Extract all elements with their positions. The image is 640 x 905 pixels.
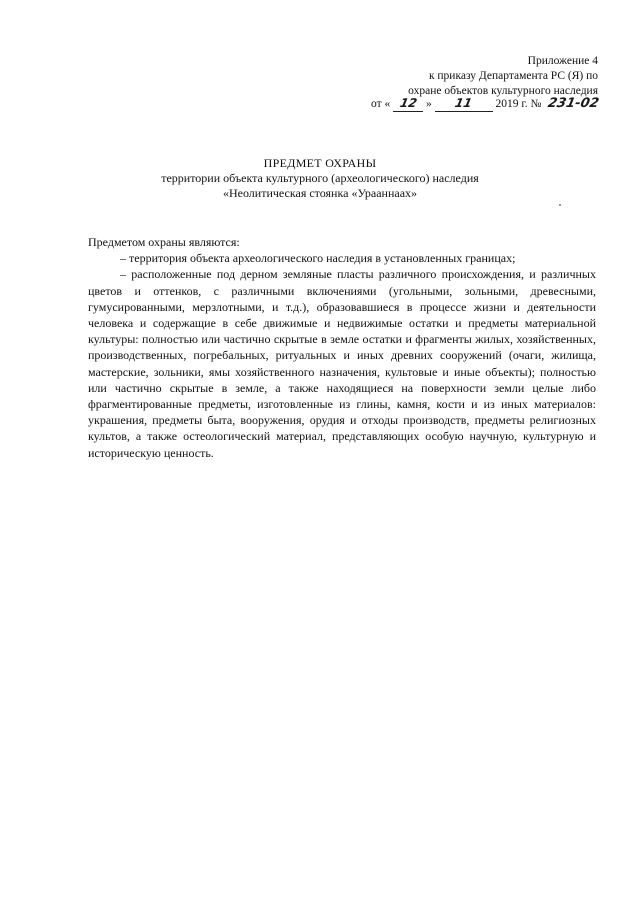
order-year-number-label: 2019 г. №: [495, 98, 542, 110]
document-subtitle: территории объекта культурного (археологического) наследия: [161, 171, 479, 185]
appendix-order-reference: к приказу Департамента РС (Я) по: [428, 70, 598, 82]
body-item-territory: – территория объекта археологического наследия в установленных границах;: [120, 251, 516, 266]
order-number-field: [544, 97, 602, 112]
body-intro: Предметом охраны являются:: [88, 235, 240, 249]
appendix-number: Приложение 4: [527, 55, 598, 67]
body-item-layers: – расположенные под дерном земляные пласты различного происхождения, и различных цветов и оттенков, с различными включениями (угольными, зольными, древесными, гумусированными, мерзлотными, и т.д.), образовавшиеся в процессе жизни и деятельности человека и содержащие в себе движимые и недвижимые остатки и предметы материальной культуры: полностью или частично скрытые в земле остатки и фрагменты жилых, хозяйственных, производственных, погребальных, ритуальных и иных древних сооружений (очаги, жилища, мастерские, зольники, ямы хозяйственного назначения, культовые и иные объекты); полностью или частично скрытые в земле, а также находящиеся на поверхности земли целые либо фрагментированные предметы, изготовленные из глины, камня, кости и из иных материалов: украшения, предметы быта, вооружения, орудия и отходы производств, предметы религиозных культов, а также остеологический материал, представляющих особую научную, культурную и историческую ценность.: [88, 267, 596, 460]
order-day-field: [393, 97, 423, 112]
order-month-field: [435, 97, 493, 112]
document-body: [88, 234, 596, 461]
order-day-handwritten: 12: [398, 96, 419, 110]
appendix-department: охране объектов культурного наследия: [408, 85, 598, 97]
document-title-block: [0, 156, 640, 201]
order-number-handwritten: 231-02: [546, 96, 601, 111]
order-date-prefix: от «: [371, 98, 391, 110]
order-date-number-line: [371, 97, 611, 112]
scan-speck: [559, 204, 561, 206]
object-name: «Неолитическая стоянка «Урааннаах»: [222, 186, 418, 200]
appendix-header: [338, 54, 598, 99]
order-date-quote: »: [426, 98, 432, 110]
document-title: ПРЕДМЕТ ОХРАНЫ: [263, 156, 377, 170]
order-month-handwritten: 11: [453, 96, 474, 110]
